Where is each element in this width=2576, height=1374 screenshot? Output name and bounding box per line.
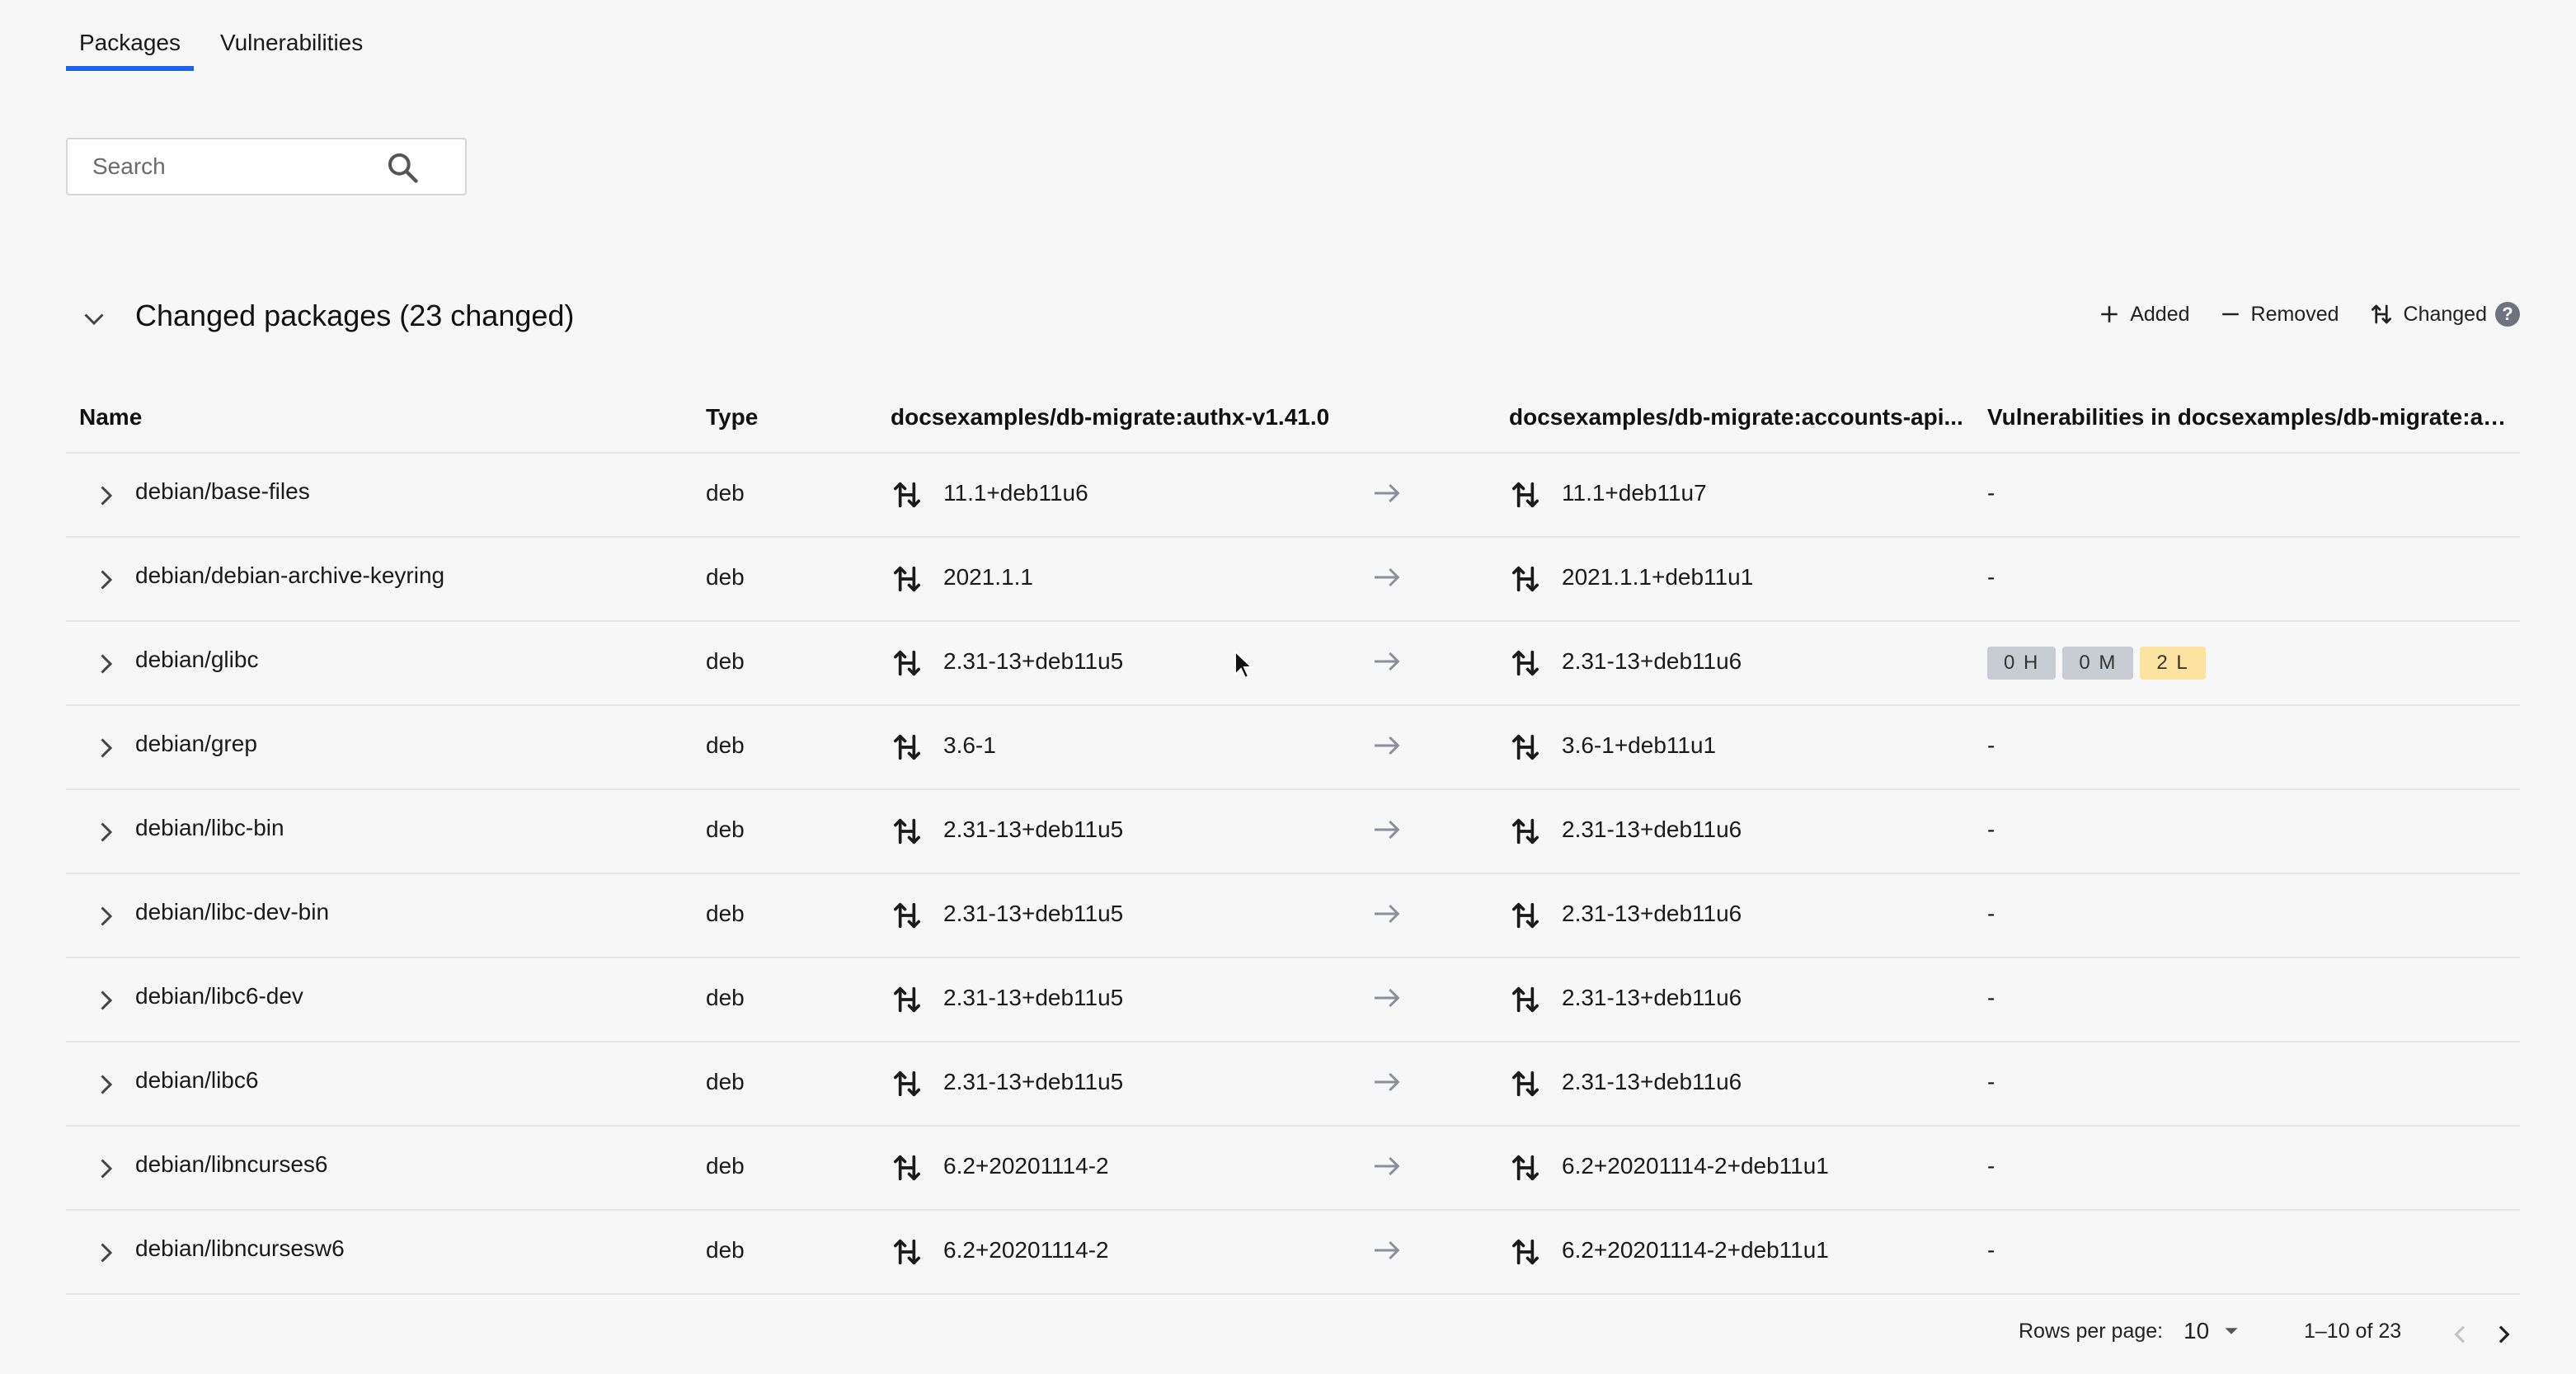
- vulnerability-count: -: [1987, 564, 1995, 590]
- legend-removed: [2220, 303, 2339, 327]
- expand-row-icon[interactable]: [91, 986, 120, 1015]
- minus-icon: [2220, 304, 2241, 325]
- legend-added: [2099, 303, 2189, 327]
- rows-per-page-select[interactable]: [2183, 1318, 2244, 1344]
- changed-icon: [891, 1067, 924, 1100]
- changed-icon: [1509, 983, 1542, 1016]
- from-version: 2.31-13+deb11u5: [943, 985, 1124, 1010]
- expand-row-icon[interactable]: [91, 1070, 120, 1099]
- package-name: debian/debian-archive-keyring: [135, 562, 445, 588]
- table-row[interactable]: [66, 874, 2520, 958]
- arrow-right-icon: [1369, 981, 1405, 1014]
- severity-badge[interactable]: 0 H: [1987, 647, 2056, 680]
- expand-row-icon[interactable]: [91, 1238, 120, 1268]
- from-version: 6.2+20201114-2: [943, 1153, 1109, 1179]
- dropdown-arrow-icon: [2219, 1319, 2244, 1343]
- changed-icon: [891, 478, 924, 511]
- help-icon[interactable]: ?: [2495, 302, 2520, 327]
- package-name: debian/libc-dev-bin: [135, 899, 330, 925]
- pagination: [0, 1320, 2576, 1353]
- arrow-right-icon: [1369, 897, 1405, 930]
- vulnerability-count: -: [1987, 985, 1995, 1010]
- table-row[interactable]: [66, 1127, 2520, 1211]
- from-version: 2.31-13+deb11u5: [943, 816, 1124, 842]
- table-row[interactable]: [66, 454, 2520, 538]
- expand-row-icon[interactable]: [91, 733, 120, 763]
- severity-badge[interactable]: 2 L: [2140, 647, 2205, 680]
- vulnerability-count: -: [1987, 1237, 1995, 1263]
- legend-changed: [2369, 302, 2520, 327]
- packages-table: [66, 388, 2520, 1295]
- table-row[interactable]: [66, 622, 2520, 706]
- prev-page-icon[interactable]: [2447, 1321, 2474, 1348]
- to-version: 6.2+20201114-2+deb11u1: [1562, 1153, 1829, 1179]
- from-version: 2.31-13+deb11u5: [943, 1069, 1124, 1094]
- table-row[interactable]: [66, 1211, 2520, 1295]
- tab-bar: [66, 25, 376, 71]
- package-type: deb: [706, 480, 745, 506]
- package-type: deb: [706, 732, 745, 758]
- arrow-right-icon: [1369, 1150, 1405, 1183]
- package-name: debian/libncursesw6: [135, 1235, 345, 1261]
- arrow-right-icon: [1369, 1066, 1405, 1099]
- legend-added-label: Added: [2130, 302, 2190, 326]
- table-row[interactable]: [66, 538, 2520, 622]
- to-version: 2.31-13+deb11u6: [1562, 985, 1742, 1010]
- package-type: deb: [706, 1069, 745, 1094]
- section-title: Changed packages (23 changed): [135, 299, 575, 332]
- vulnerability-count: -: [1987, 1069, 1995, 1094]
- arrow-right-icon: [1369, 645, 1405, 678]
- from-version: 2021.1.1: [943, 564, 1033, 590]
- package-name: debian/glibc: [135, 647, 259, 672]
- col-to-image[interactable]: docsexamples/db-migrate:accounts-api...: [1509, 404, 1963, 430]
- legend-removed-label: Removed: [2250, 302, 2339, 326]
- package-type: deb: [706, 1153, 745, 1179]
- changed-icon: [1509, 731, 1542, 764]
- changed-icon: [891, 647, 924, 680]
- changed-icon: [1509, 1067, 1542, 1100]
- arrow-right-icon: [1369, 813, 1405, 846]
- plus-icon: [2099, 304, 2120, 325]
- changed-icon: [1509, 899, 1542, 932]
- to-version: 11.1+deb11u7: [1562, 480, 1707, 506]
- col-type[interactable]: Type: [706, 404, 759, 430]
- to-version: 2.31-13+deb11u6: [1562, 1069, 1742, 1094]
- vulnerability-badges: [1987, 647, 2212, 680]
- from-version: 2.31-13+deb11u5: [943, 901, 1124, 926]
- rows-per-page-label: Rows per page:: [2019, 1320, 2164, 1343]
- table-body: [66, 454, 2520, 1295]
- table-row[interactable]: [66, 1042, 2520, 1127]
- to-version: 6.2+20201114-2+deb11u1: [1562, 1237, 1829, 1263]
- changed-icon: [1509, 1235, 1542, 1268]
- changed-icon: [891, 731, 924, 764]
- changed-icon: [891, 1151, 924, 1184]
- to-version: 2.31-13+deb11u6: [1562, 816, 1742, 842]
- mouse-cursor-icon: [1234, 650, 1253, 680]
- package-type: deb: [706, 648, 745, 674]
- table-row[interactable]: [66, 706, 2520, 790]
- changed-icon: [2369, 302, 2394, 327]
- expand-row-icon[interactable]: [91, 565, 120, 595]
- tab-vulnerabilities[interactable]: Vulnerabilities: [219, 30, 364, 55]
- changed-icon: [1509, 815, 1542, 848]
- package-name: debian/libc6: [135, 1067, 259, 1093]
- package-type: deb: [706, 564, 745, 590]
- table-header: [66, 388, 2520, 454]
- package-type: deb: [706, 985, 745, 1010]
- changed-icon: [891, 815, 924, 848]
- changed-icon: [1509, 1151, 1542, 1184]
- package-type: deb: [706, 901, 745, 926]
- change-legend: [2069, 302, 2520, 327]
- package-name: debian/base-files: [135, 478, 310, 504]
- next-page-icon[interactable]: [2490, 1321, 2517, 1348]
- from-version: 2.31-13+deb11u5: [943, 648, 1124, 674]
- package-name: debian/libc-bin: [135, 815, 284, 840]
- changed-icon: [891, 983, 924, 1016]
- changed-icon: [891, 1235, 924, 1268]
- arrow-right-icon: [1369, 561, 1405, 594]
- from-version: 3.6-1: [943, 732, 996, 758]
- vulnerability-count: -: [1987, 816, 1995, 842]
- legend-changed-label: Changed: [2403, 302, 2487, 326]
- package-type: deb: [706, 816, 745, 842]
- search-icon[interactable]: [384, 149, 421, 186]
- changed-icon: [1509, 647, 1542, 680]
- from-version: 6.2+20201114-2: [943, 1237, 1109, 1263]
- table-row[interactable]: [66, 958, 2520, 1042]
- vulnerability-count: -: [1987, 732, 1995, 758]
- to-version: 3.6-1+deb11u1: [1562, 732, 1717, 758]
- from-version: 11.1+deb11u6: [943, 480, 1088, 506]
- search-box: [66, 138, 467, 195]
- col-from-image[interactable]: docsexamples/db-migrate:authx-v1.41.0: [891, 404, 1330, 430]
- changed-icon: [1509, 478, 1542, 511]
- expand-row-icon[interactable]: [91, 481, 120, 511]
- package-name: debian/grep: [135, 731, 257, 756]
- vulnerability-count: -: [1987, 901, 1995, 926]
- col-vulnerabilities[interactable]: Vulnerabilities in docsexamples/db-migrate:ac...: [1987, 404, 2515, 430]
- to-version: 2.31-13+deb11u6: [1562, 901, 1742, 926]
- rows-per-page-value: 10: [2183, 1318, 2210, 1343]
- changed-icon: [891, 899, 924, 932]
- to-version: 2021.1.1+deb11u1: [1562, 564, 1754, 590]
- expand-row-icon[interactable]: [91, 817, 120, 847]
- arrow-right-icon: [1369, 729, 1405, 762]
- changed-icon: [1509, 562, 1542, 595]
- severity-badge[interactable]: 0 M: [2062, 647, 2133, 680]
- to-version: 2.31-13+deb11u6: [1562, 648, 1742, 674]
- expand-row-icon[interactable]: [91, 649, 120, 679]
- vulnerability-count: -: [1987, 1153, 1995, 1179]
- expand-row-icon[interactable]: [91, 901, 120, 931]
- collapse-section-icon[interactable]: [79, 304, 109, 333]
- package-type: deb: [706, 1237, 745, 1263]
- arrow-right-icon: [1369, 477, 1405, 510]
- page-range: 1–10 of 23: [2304, 1320, 2402, 1343]
- package-name: debian/libc6-dev: [135, 983, 303, 1009]
- arrow-right-icon: [1369, 1234, 1405, 1267]
- vulnerability-count: -: [1987, 480, 1995, 506]
- expand-row-icon[interactable]: [91, 1154, 120, 1183]
- col-name[interactable]: Name: [79, 404, 143, 430]
- table-row[interactable]: [66, 790, 2520, 874]
- search-input[interactable]: [68, 139, 422, 194]
- changed-icon: [891, 562, 924, 595]
- tab-packages[interactable]: Packages: [66, 25, 194, 71]
- package-name: debian/libncurses6: [135, 1151, 328, 1177]
